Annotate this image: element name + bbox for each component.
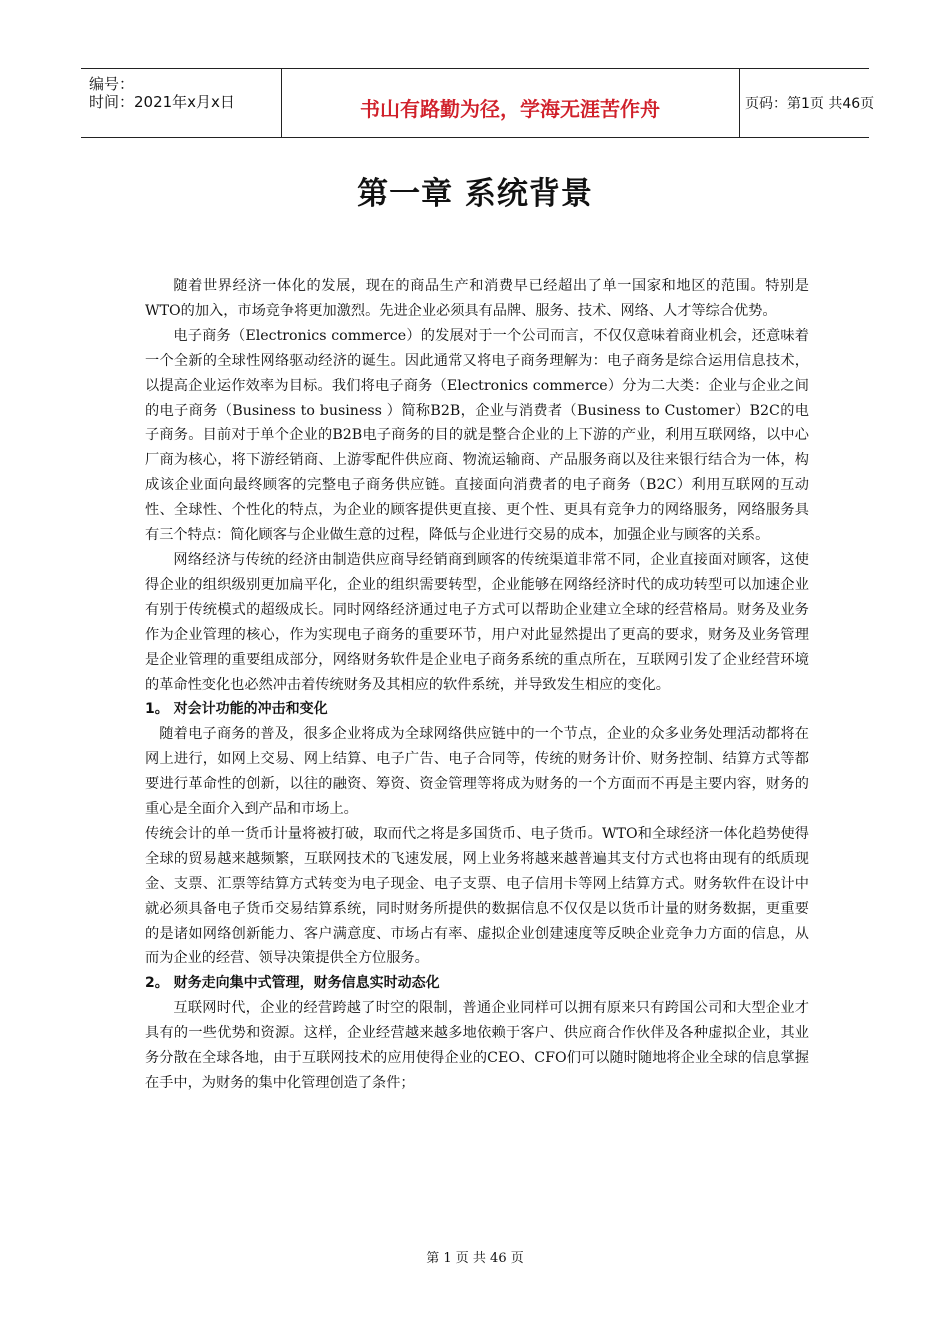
section-heading-2: 2。 财务走向集中式管理，财务信息实时动态化 (145, 975, 440, 992)
body-text (145, 274, 809, 1096)
page-info: 页码：第1页 共46页 (745, 96, 875, 112)
time-label: 时间：2021年x月x日 (89, 93, 235, 111)
document-header (81, 68, 875, 138)
number-label: 编号： (89, 75, 135, 93)
chapter-title: 第一章 系统背景 (357, 176, 593, 212)
header-meta-cell (81, 69, 282, 137)
paragraph-4: 随着电子商务的普及，很多企业将成为全球网络供应链中的一个节点，企业的众多业务处理活动都将在网上进行，如网上交易、网上结算、电子广告、电子合同等，传统的财务计价、财务控制、结算方式等都要进行革命性的创新，以往的融资、筹资、资金管理等将成为财务的一个方面而不再是主要内容，财务的重心是全面介入到产品和市场上。 (145, 726, 809, 818)
paragraph-3: 网络经济与传统的经济由制造供应商导经销商到顾客的传统渠道非常不同，企业直接面对顾客，这使得企业的组织级别更加扁平化，企业的组织需要转型，企业能够在网络经济时代的成功转型可以加速企业有别于传统模式的超级成长。同时网络经济通过电子方式可以帮助企业建立全球的经营格局。财务及业务作为企业管理的核心，作为实现电子商务的重要环节，用户对此显然提出了更高的要求，财务及业务管理是企业管理的重要组成部分，网络财务软件是企业电子商务系统的重点所在，互联网引发了企业经营环境的革命性变化也必然冲击着传统财务及其相应的软件系统，并导致发生相应的变化。 (145, 551, 809, 693)
motto-text: 书山有路勤为径，学海无涯苦作舟 (360, 97, 660, 121)
header-page-cell (739, 69, 875, 137)
header-motto-cell (281, 69, 740, 137)
section-heading-1: 1。 对会计功能的冲击和变化 (145, 701, 328, 718)
paragraph-2: 电子商务（Electronics commerce）的发展对于一个公司而言，不仅仅意味着商业机会，还意味着一个全新的全球性网络驱动经济的诞生。因此通常又将电子商务理解为：电子商务是综合运用信息技术，以提高企业运作效率为目标。我们将电子商务（Electronics commerce）分为二大类：企业与企业之间的电子商务（Business to business ）简称B2B，企业与消费者（Business to Customer）B2C的电子商务。目前对于单个企业的B2B电子商务的目的就是整合企业的上下游的产业，利用互联网络，以中心厂商为核心，将下游经销商、上游零配件供应商、物流运输商、产品服务商以及往来银行结合为一体，构成该企业面向最终顾客的完整电子商务供应链。直接面向消费者的电子商务（B2C）利用互联网的互动性、全球性、个性化的特点，为企业的顾客提供更直接、更个性、更具有竞争力的网络服务，网络服务具有三个特点：简化顾客与企业做生意的过程，降低与企业进行交易的成本，加强企业与顾客的关系。 (145, 327, 809, 544)
paragraph-5: 传统会计的单一货币计量将被打破，取而代之将是多国货币、电子货币。WTO和全球经济一体化趋势使得全球的贸易越来越频繁，互联网技术的飞速发展，网上业务将越来越普遍其支付方式也将由现有的纸质现金、支票、汇票等结算方式转变为电子现金、电子支票、电子信用卡等网上结算方式。财务软件在设计中就必须具备电子货币交易结算系统，同时财务所提供的数据信息不仅仅是以货币计量的财务数据，更重要的是诸如网络创新能力、客户满意度、市场占有率、虚拟企业创建速度等反映企业竞争力方面的信息，从而为企业的经营、领导决策提供全方位服务。 (145, 825, 809, 967)
page-footer: 第 1 页 共 46 页 (426, 1251, 524, 1266)
paragraph-6: 互联网时代，企业的经营跨越了时空的限制，普通企业同样可以拥有原来只有跨国公司和大型企业才具有的一些优势和资源。这样，企业经营越来越多地依赖于客户、供应商合作伙伴及各种虚拟企业，其业务分散在全球各地，由于互联网技术的应用使得企业的CEO、CFO们可以随时随地将企业全球的信息掌握在手中，为财务的集中化管理创造了条件； (145, 1000, 809, 1091)
paragraph-1: 随着世界经济一体化的发展，现在的商品生产和消费早已经超出了单一国家和地区的范围。特别是WTO的加入，市场竞争将更加激烈。先进企业必须具有品牌、服务、技术、网络、人才等综合优势。 (145, 278, 809, 319)
